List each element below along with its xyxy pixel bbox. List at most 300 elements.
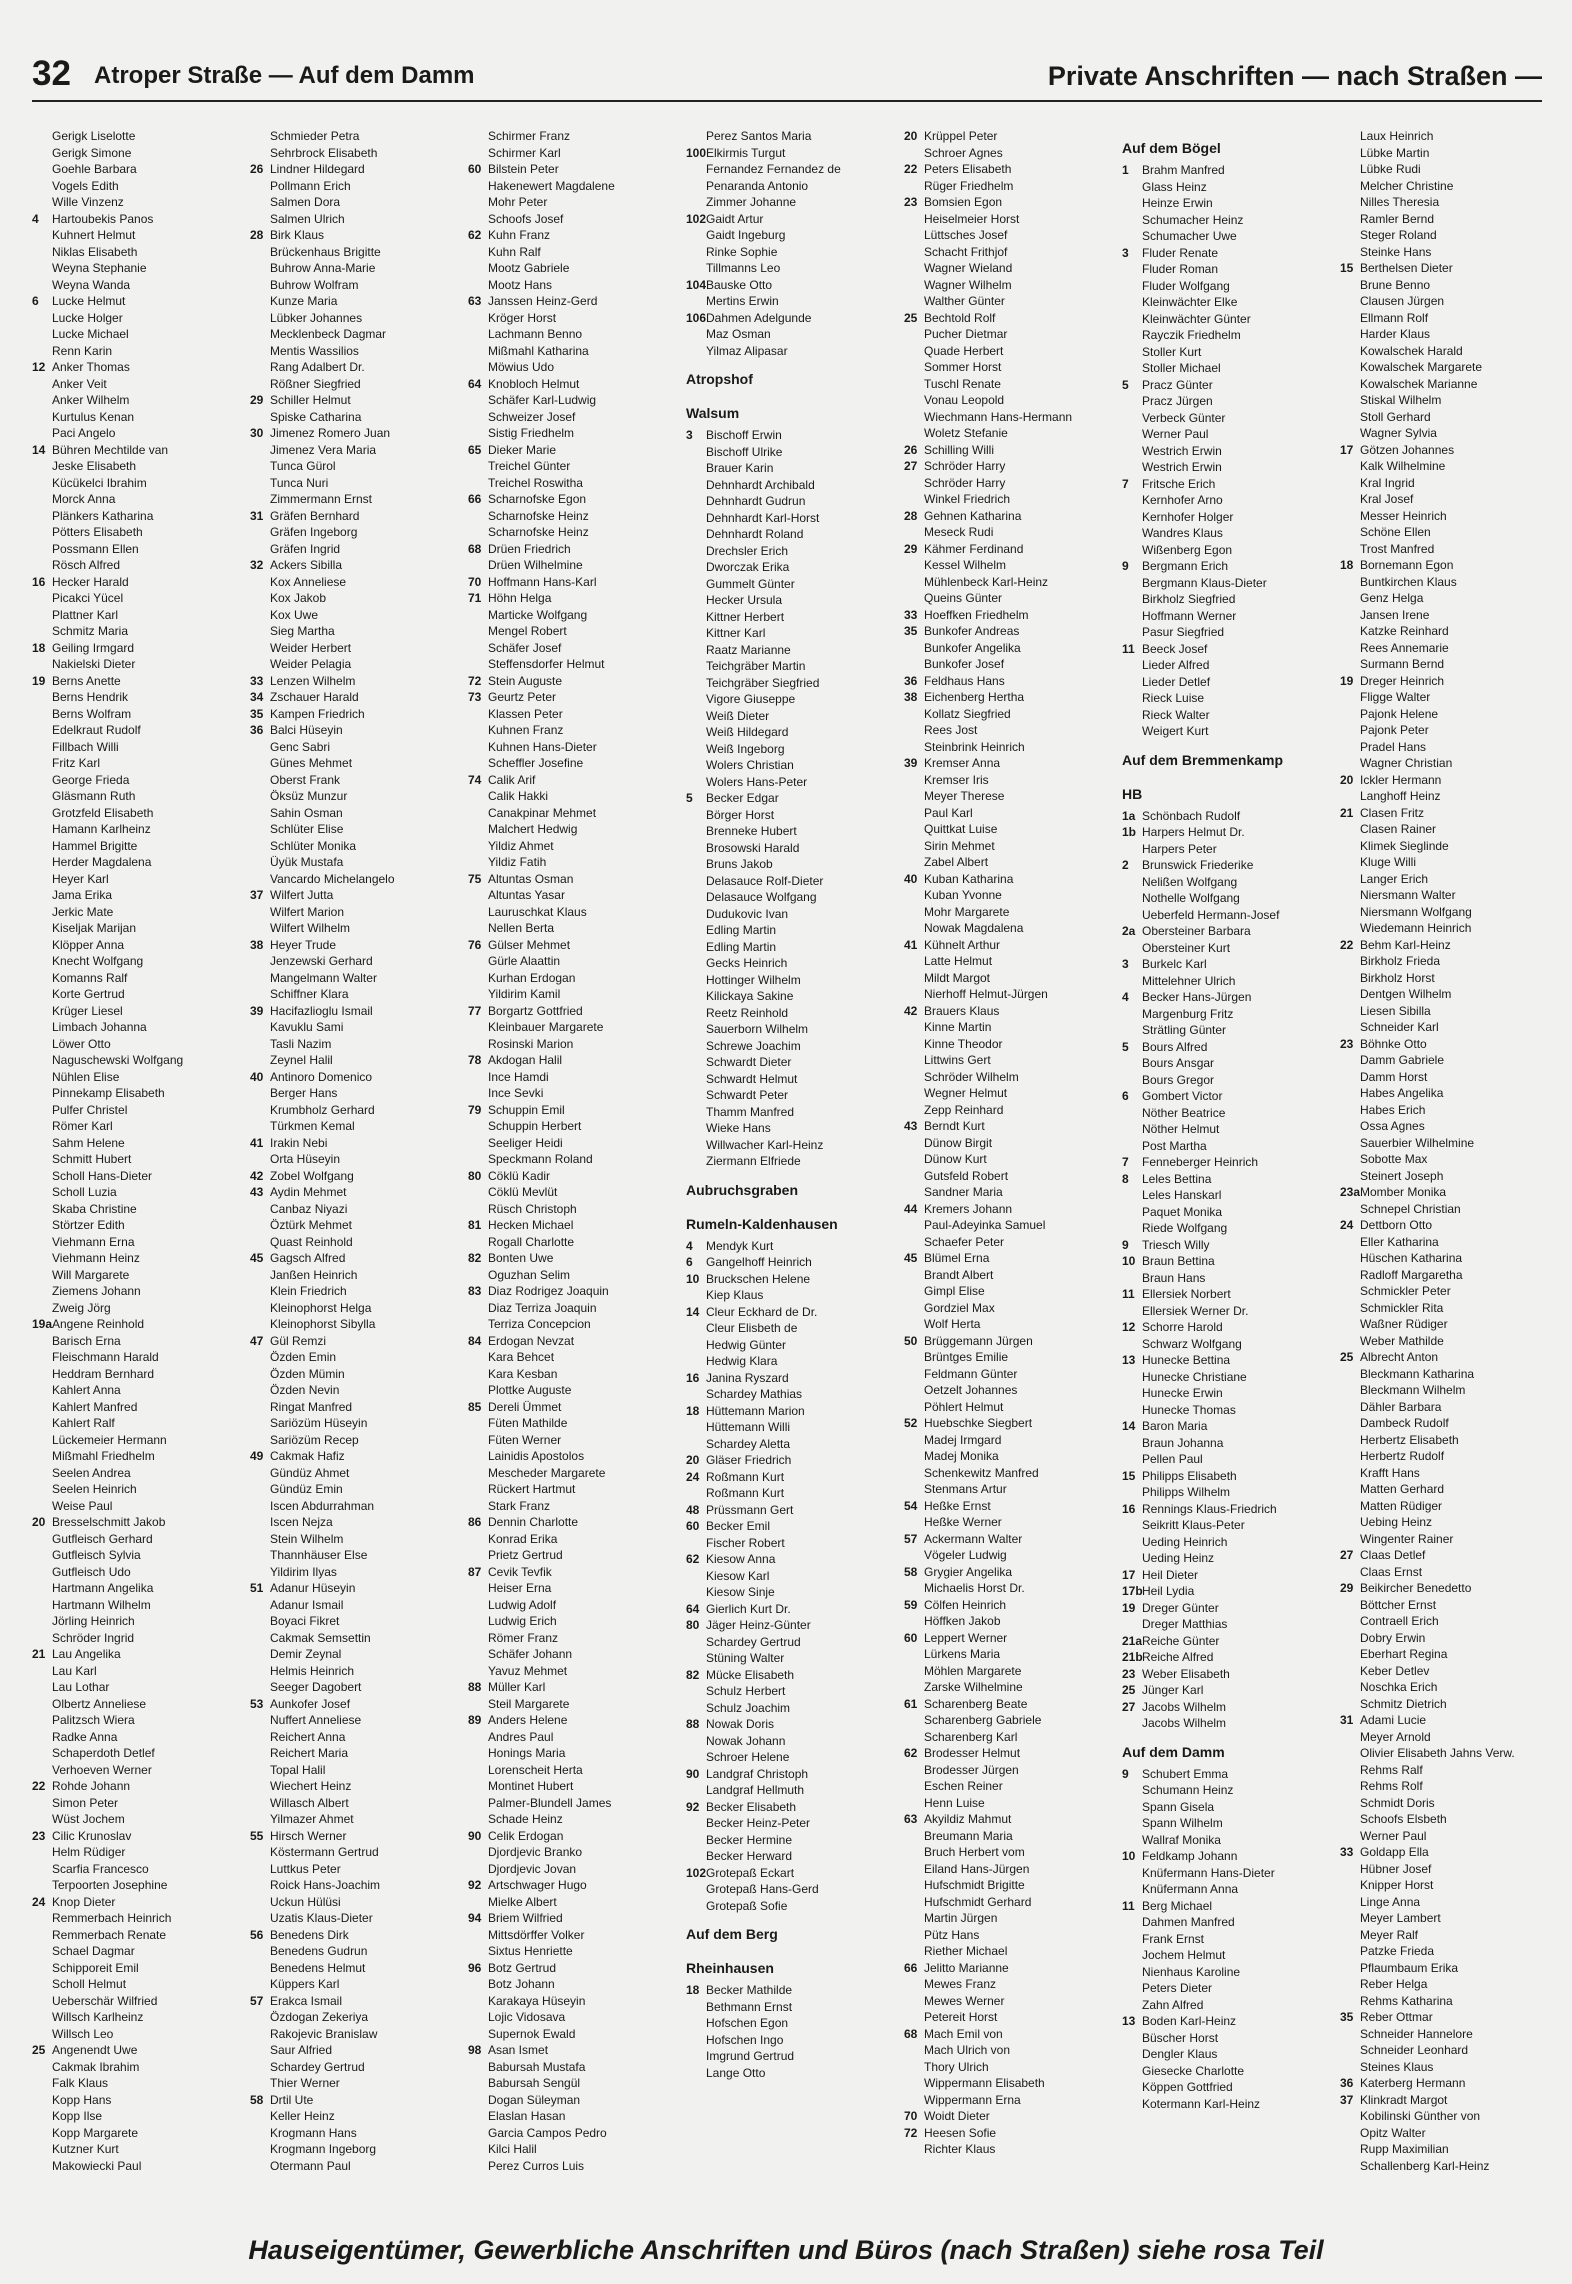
- directory-entry: [686, 1716, 891, 1733]
- resident-name: Matten Rüdiger: [1360, 1498, 1443, 1513]
- directory-entry: [32, 1151, 237, 1168]
- resident-name: Keber Detlev: [1360, 1663, 1430, 1678]
- directory-entry: [1340, 937, 1545, 954]
- resident-name: Boden Karl-Heinz: [1142, 2014, 1237, 2028]
- resident-name: Nelißen Wolfgang: [1142, 874, 1238, 889]
- resident-name: Sariözüm Hüseyin: [270, 1416, 368, 1430]
- directory-entry: [1340, 1168, 1545, 1185]
- resident-name: Bischoff Erwin: [706, 428, 782, 442]
- directory-entry: [468, 244, 673, 261]
- directory-entry: [32, 937, 237, 954]
- house-number: 5: [686, 791, 693, 805]
- resident-name: Hamann Karlheinz: [52, 822, 151, 836]
- directory-entry: [250, 293, 455, 310]
- resident-name: Uebing Heinz: [1360, 1515, 1433, 1529]
- directory-entry: [32, 1894, 237, 1911]
- resident-name: Lübke Rudi: [1360, 162, 1421, 176]
- directory-entry: [1340, 1201, 1545, 1218]
- directory-entry: [468, 310, 673, 327]
- directory-entry: [1122, 1715, 1327, 1732]
- resident-name: Rang Adalbert Dr.: [270, 360, 365, 374]
- directory-entry: [904, 871, 1109, 888]
- resident-name: Nilles Theresia: [1360, 195, 1440, 209]
- resident-name: Weiß Hildegard: [706, 725, 789, 739]
- directory-entry: [904, 1646, 1109, 1663]
- directory-entry: [468, 1415, 673, 1432]
- resident-name: Pötters Elisabeth: [52, 525, 143, 539]
- house-number: 23: [904, 195, 918, 209]
- resident-name: Genc Sabri: [270, 739, 331, 754]
- house-number: 20: [904, 129, 918, 143]
- directory-entry: [250, 1283, 455, 1300]
- resident-name: Römer Karl: [52, 1119, 113, 1133]
- house-number: 28: [904, 508, 918, 523]
- directory-entry: [250, 1630, 455, 1647]
- directory-entry: [1122, 162, 1327, 179]
- resident-name: Dreger Heinrich: [1360, 673, 1445, 688]
- resident-name: Frank Ernst: [1142, 1931, 1205, 1946]
- directory-entry: [904, 128, 1109, 145]
- directory-entry: [686, 1568, 891, 1585]
- house-number: 72: [468, 673, 482, 688]
- resident-name: Schneider Hannelore: [1360, 2026, 1473, 2041]
- resident-name: Gündüz Emin: [270, 1482, 343, 1496]
- resident-name: Remmerbach Renate: [52, 1927, 167, 1942]
- resident-name: Iscen Nejza: [270, 1515, 333, 1529]
- directory-entry: [250, 1712, 455, 1729]
- directory-entry: [250, 871, 455, 888]
- directory-entry: [250, 2009, 455, 2026]
- house-number: 88: [468, 1680, 482, 1694]
- resident-name: Heiser Erna: [488, 1581, 552, 1595]
- resident-name: Benedens Dirk: [270, 1927, 349, 1942]
- resident-name: Sehrbrock Elisabeth: [270, 145, 378, 160]
- resident-name: Nierhoff Helmut-Jürgen: [924, 987, 1048, 1001]
- resident-name: Brunswick Friederike: [1142, 858, 1254, 872]
- directory-entry: [904, 2141, 1109, 2158]
- resident-name: Heßke Ernst: [924, 1498, 991, 1513]
- resident-name: Akdogan Halil: [488, 1053, 563, 1067]
- directory-entry: [904, 805, 1109, 822]
- house-number: 82: [468, 1251, 482, 1265]
- directory-entry: [1340, 1118, 1545, 1135]
- directory-entry: [250, 2092, 455, 2109]
- directory-entry: [1340, 1283, 1545, 1300]
- directory-entry: [1340, 1844, 1545, 1861]
- directory-entry: [468, 838, 673, 855]
- resident-name: Böttcher Ernst: [1360, 1597, 1437, 1612]
- resident-name: Stoller Michael: [1142, 361, 1221, 375]
- resident-name: Kuhnert Helmut: [52, 228, 136, 242]
- directory-entry: [468, 1696, 673, 1713]
- resident-name: Geiling Irmgard: [52, 640, 135, 655]
- street-heading: Rumeln-Kaldenhausen: [686, 1215, 838, 1232]
- directory-entry: [686, 128, 891, 145]
- resident-name: Kuhnen Franz: [488, 723, 564, 737]
- resident-name: Stein Wilhelm: [270, 1531, 344, 1546]
- resident-name: Herbertz Rudolf: [1360, 1449, 1445, 1463]
- resident-name: Brauers Klaus: [924, 1003, 1000, 1018]
- resident-name: Yavuz Mehmet: [488, 1663, 568, 1678]
- resident-name: Drüen Friedrich: [488, 541, 571, 556]
- resident-name: Steger Roland: [1360, 228, 1437, 242]
- resident-name: Langhoff Heinz: [1360, 789, 1441, 803]
- resident-name: Brandt Albert: [924, 1267, 994, 1282]
- directory-entry: [468, 689, 673, 706]
- directory-entry: [1122, 2063, 1327, 2080]
- directory-entry: [1122, 1418, 1327, 1435]
- directory-entry: [1122, 1583, 1327, 1600]
- resident-name: Ueberfeld Hermann-Josef: [1142, 907, 1280, 922]
- resident-name: Mertins Erwin: [706, 294, 779, 308]
- resident-name: Salmen Dora: [270, 195, 341, 209]
- directory-entry: [686, 477, 891, 494]
- resident-name: Kleinwächter Elke: [1142, 295, 1238, 309]
- directory-entry: [904, 359, 1109, 376]
- resident-name: Limbach Johanna: [52, 1020, 147, 1034]
- resident-name: Scholl Helmut: [52, 1977, 127, 1991]
- directory-entry: [904, 1234, 1109, 1251]
- directory-entry: [32, 1333, 237, 1350]
- resident-name: Thannhäuser Else: [270, 1548, 368, 1562]
- resident-name: Klein Friedrich: [270, 1284, 347, 1298]
- directory-entry: [1122, 476, 1327, 493]
- directory-entry: [250, 1663, 455, 1680]
- directory-entry: [250, 1564, 455, 1581]
- directory-entry: [686, 510, 891, 527]
- directory-entry: [1340, 1333, 1545, 1350]
- directory-entry: [468, 1481, 673, 1498]
- house-number: 13: [1122, 1353, 1136, 1367]
- directory-entry: [686, 427, 891, 444]
- resident-name: Kiep Klaus: [706, 1288, 764, 1302]
- directory-entry: [1122, 1682, 1327, 1699]
- resident-name: Paul-Adeyinka Samuel: [924, 1218, 1046, 1232]
- resident-name: Schöne Ellen: [1360, 525, 1431, 539]
- directory-entry: [1340, 904, 1545, 921]
- directory-entry: [468, 1085, 673, 1102]
- directory-entry: [904, 1910, 1109, 1927]
- directory-entry: [32, 508, 237, 525]
- resident-name: Cöklü Mevlüt: [488, 1185, 558, 1199]
- directory-entry: [1122, 940, 1327, 957]
- house-number: 20: [1340, 772, 1354, 787]
- directory-entry: [250, 2026, 455, 2043]
- resident-name: Schwardt Helmut: [706, 1071, 798, 1086]
- resident-name: Wippermann Elisabeth: [924, 2076, 1045, 2090]
- resident-name: Kleinwächter Günter: [1142, 311, 1251, 326]
- resident-name: Kluge Willi: [1360, 855, 1417, 869]
- house-number: 40: [250, 1069, 264, 1084]
- directory-entry: [1122, 1468, 1327, 1485]
- directory-entry: [468, 1217, 673, 1234]
- directory-entry: [686, 227, 891, 244]
- directory-entry: [1122, 2013, 1327, 2030]
- house-number: 29: [1340, 1581, 1354, 1595]
- directory-entry: [250, 1366, 455, 1383]
- resident-name: Palitzsch Wiera: [52, 1713, 135, 1727]
- directory-entry: [904, 788, 1109, 805]
- resident-name: Paquet Monika: [1142, 1204, 1223, 1219]
- directory-entry: [32, 1762, 237, 1779]
- directory-entry: [904, 673, 1109, 690]
- directory-entry: [1122, 1484, 1327, 1501]
- resident-name: Oguzhan Selim: [488, 1267, 571, 1282]
- directory-entry: [904, 1036, 1109, 1053]
- resident-name: Vancardo Michelangelo: [270, 871, 395, 886]
- house-number: 3: [686, 428, 693, 442]
- directory-entry: [32, 772, 237, 789]
- resident-name: Malchert Hedwig: [488, 822, 578, 836]
- directory-entry: [1340, 607, 1545, 624]
- directory-entry: [904, 1283, 1109, 1300]
- directory-entry: [32, 1580, 237, 1597]
- resident-name: Kara Kesban: [488, 1366, 558, 1381]
- directory-entry: [686, 1700, 891, 1717]
- resident-name: Rees Jost: [924, 723, 978, 737]
- directory-entry: [904, 1168, 1109, 1185]
- resident-name: Thier Werner: [270, 2076, 340, 2090]
- directory-entry: [904, 442, 1109, 459]
- directory-entry: [468, 1762, 673, 1779]
- directory-entry: [1122, 1055, 1327, 1072]
- resident-name: Küppers Karl: [270, 1977, 340, 1991]
- resident-name: Janssen Heinz-Gerd: [488, 294, 598, 308]
- resident-name: Will Margarete: [52, 1267, 130, 1282]
- resident-name: Rehms Rolf: [1360, 1779, 1423, 1793]
- resident-name: Goldapp Ella: [1360, 1845, 1429, 1859]
- directory-entry: [1122, 973, 1327, 990]
- house-number: 61: [904, 1696, 918, 1711]
- directory-entry: [904, 1267, 1109, 1284]
- house-number: 43: [250, 1185, 264, 1199]
- resident-name: Meyer Arnold: [1360, 1729, 1431, 1744]
- directory-entry: [32, 1531, 237, 1548]
- resident-name: Schneider Leonhard: [1360, 2043, 1469, 2057]
- directory-entry: [250, 2108, 455, 2125]
- resident-name: Mittsdörffer Volker: [488, 1927, 585, 1942]
- resident-name: Ueding Heinrich: [1142, 1534, 1228, 1549]
- resident-name: Breumann Maria: [924, 1828, 1013, 1843]
- resident-name: Bornemann Egon: [1360, 558, 1454, 572]
- resident-name: Nellen Berta: [488, 921, 555, 935]
- resident-name: Gehnen Katharina: [924, 508, 1022, 523]
- resident-name: Kittner Karl: [706, 626, 766, 640]
- directory-entry: [468, 2059, 673, 2076]
- column-4: [686, 128, 891, 2178]
- resident-name: Weise Paul: [52, 1498, 113, 1513]
- directory-entry: [468, 2026, 673, 2043]
- directory-entry: [904, 1927, 1109, 1944]
- directory-entry: [1340, 194, 1545, 211]
- directory-entry: [1340, 1217, 1545, 1234]
- resident-name: Feldkamp Johann: [1142, 1849, 1238, 1863]
- resident-name: Dähler Barbara: [1360, 1399, 1442, 1414]
- directory-entry: [1122, 1865, 1327, 1882]
- resident-name: Akyildiz Mahmut: [924, 1812, 1012, 1826]
- resident-name: Sahin Osman: [270, 805, 343, 820]
- resident-name: Helm Rüdiger: [52, 1845, 126, 1859]
- resident-name: Schmitz Maria: [52, 624, 129, 638]
- directory-entry: [686, 1353, 891, 1370]
- directory-entry: [1340, 1943, 1545, 1960]
- resident-name: Schwardt Dieter: [706, 1055, 792, 1069]
- directory-entry: [904, 706, 1109, 723]
- directory-entry: [32, 1102, 237, 1119]
- resident-name: Dennin Charlotte: [488, 1515, 579, 1529]
- directory-entry: [468, 772, 673, 789]
- resident-name: Quast Reinhold: [270, 1234, 353, 1249]
- directory-entry: [1340, 310, 1545, 327]
- directory-entry: [250, 1151, 455, 1168]
- house-number: 6: [686, 1255, 693, 1269]
- directory-entry: [1340, 805, 1545, 822]
- directory-entry: [250, 260, 455, 277]
- resident-name: Gläser Friedrich: [706, 1453, 792, 1467]
- resident-name: Rückert Hartmut: [488, 1482, 576, 1496]
- resident-name: Rees Annemarie: [1360, 640, 1449, 655]
- directory-entry: [250, 1300, 455, 1317]
- resident-name: Knüfermann Anna: [1142, 1882, 1239, 1896]
- resident-name: Bours Alfred: [1142, 1039, 1208, 1054]
- directory-entry: [32, 1399, 237, 1416]
- resident-name: Kilickaya Sakine: [706, 989, 794, 1003]
- directory-entry: [250, 673, 455, 690]
- resident-name: Vonau Leopold: [924, 393, 1005, 407]
- directory-entry: [686, 1054, 891, 1071]
- directory-entry: [1122, 195, 1327, 212]
- directory-entry: [1340, 326, 1545, 343]
- resident-name: Madej Irmgard: [924, 1432, 1002, 1447]
- resident-name: Meyer Lambert: [1360, 1911, 1441, 1925]
- resident-name: Brune Benno: [1360, 277, 1431, 292]
- directory-entry: [32, 1943, 237, 1960]
- resident-name: Eller Katharina: [1360, 1234, 1439, 1249]
- resident-name: Mecklenbeck Dagmar: [270, 327, 387, 341]
- directory-entry: [1340, 1019, 1545, 1036]
- resident-name: Schorre Harold: [1142, 1320, 1223, 1334]
- directory-entry: [1122, 1832, 1327, 1849]
- resident-name: Katzke Reinhard: [1360, 624, 1449, 638]
- house-number: 79: [468, 1102, 482, 1117]
- house-number: 29: [250, 393, 264, 407]
- resident-name: Berg Michael: [1142, 1898, 1213, 1913]
- resident-name: Steffensdorfer Helmut: [488, 657, 605, 671]
- directory-entry: [686, 724, 891, 741]
- resident-name: Scheffler Josefine: [488, 756, 584, 770]
- directory-entry: [250, 1333, 455, 1350]
- resident-name: Grotepaß Hans-Gerd: [706, 1882, 819, 1896]
- directory-entry: [904, 772, 1109, 789]
- resident-name: Ueding Heinz: [1142, 1551, 1215, 1565]
- directory-entry: [32, 689, 237, 706]
- resident-name: Hedwig Günter: [706, 1337, 787, 1352]
- house-number: 33: [1340, 1845, 1354, 1859]
- directory-entry: [1122, 1154, 1327, 1171]
- resident-name: Niersmann Wolfgang: [1360, 904, 1472, 919]
- resident-name: Naguschewski Wolfgang: [52, 1053, 184, 1067]
- house-number: 32: [250, 558, 264, 572]
- resident-name: Scholl Hans-Dieter: [52, 1168, 153, 1183]
- resident-name: Kox Jakob: [270, 591, 327, 605]
- resident-name: Schmickler Rita: [1360, 1300, 1444, 1315]
- directory-entry: [686, 194, 891, 211]
- directory-entry: [1122, 1105, 1327, 1122]
- resident-name: Marticke Wolfgang: [488, 607, 588, 622]
- resident-name: Kowalschek Margarete: [1360, 360, 1483, 374]
- directory-entry: [904, 1828, 1109, 1845]
- resident-name: Seikritt Klaus-Peter: [1142, 1518, 1245, 1532]
- resident-name: Canakpinar Mehmet: [488, 805, 597, 820]
- resident-name: Stark Franz: [488, 1498, 551, 1513]
- directory-entry: [686, 1683, 891, 1700]
- resident-name: Reber Helga: [1360, 1977, 1428, 1991]
- directory-entry: [1340, 1861, 1545, 1878]
- directory-entry: [686, 1038, 891, 1055]
- resident-name: Willsch Leo: [52, 2026, 114, 2041]
- resident-name: Reiche Alfred: [1142, 1650, 1214, 1664]
- directory-entry: [250, 1069, 455, 1086]
- resident-name: Stiskal Wilhelm: [1360, 393, 1442, 407]
- resident-name: Harpers Peter: [1142, 841, 1217, 856]
- house-number: 53: [250, 1696, 264, 1711]
- resident-name: Garcia Campos Pedro: [488, 2125, 607, 2140]
- resident-name: Schmidt Doris: [1360, 1795, 1435, 1810]
- house-number: 23a: [1340, 1185, 1361, 1199]
- directory-entry: [1340, 2009, 1545, 2026]
- directory-entry: [250, 805, 455, 822]
- directory-entry: [904, 1943, 1109, 1960]
- directory-entry: [250, 524, 455, 541]
- house-number: 38: [904, 690, 918, 704]
- directory-entry: [32, 491, 237, 508]
- house-number: 78: [468, 1053, 482, 1067]
- resident-name: Stoll Gerhard: [1360, 409, 1431, 424]
- resident-name: Rieck Luise: [1142, 691, 1205, 705]
- directory-entry: [468, 409, 673, 426]
- directory-entry: [1122, 410, 1327, 427]
- resident-name: Schenkewitz Manfred: [924, 1465, 1039, 1480]
- resident-name: Helmis Heinrich: [270, 1663, 355, 1678]
- resident-name: Zimmer Johanne: [706, 195, 797, 209]
- resident-name: Möwius Udo: [488, 360, 555, 374]
- directory-entry: [1340, 871, 1545, 888]
- resident-name: Thory Ulrich: [924, 2059, 989, 2074]
- directory-entry: [1122, 1319, 1327, 1336]
- resident-name: Diaz Rodrigez Joaquin: [488, 1284, 609, 1298]
- resident-name: Lieder Detlef: [1142, 674, 1211, 689]
- house-number: 42: [250, 1168, 264, 1183]
- resident-name: Zarske Wilhelmine: [924, 1680, 1023, 1694]
- directory-entry: [32, 788, 237, 805]
- directory-entry: [1340, 1993, 1545, 2010]
- directory-entry: [1122, 608, 1327, 625]
- directory-entry: [686, 642, 891, 659]
- resident-name: Waßner Rüdiger: [1360, 1317, 1448, 1331]
- directory-entry: [686, 1848, 891, 1865]
- directory-entry: [904, 1729, 1109, 1746]
- resident-name: Roick Hans-Joachim: [270, 1878, 381, 1892]
- resident-name: Eberhart Regina: [1360, 1647, 1448, 1661]
- directory-entry: [904, 1976, 1109, 1993]
- resident-name: Lau Karl: [52, 1663, 97, 1678]
- house-number: 59: [904, 1597, 918, 1612]
- directory-entry: [250, 1795, 455, 1812]
- directory-entry: [468, 491, 673, 508]
- directory-entry: [904, 1778, 1109, 1795]
- resident-name: Ickler Hermann: [1360, 772, 1442, 787]
- resident-name: Kiesow Sinje: [706, 1585, 775, 1599]
